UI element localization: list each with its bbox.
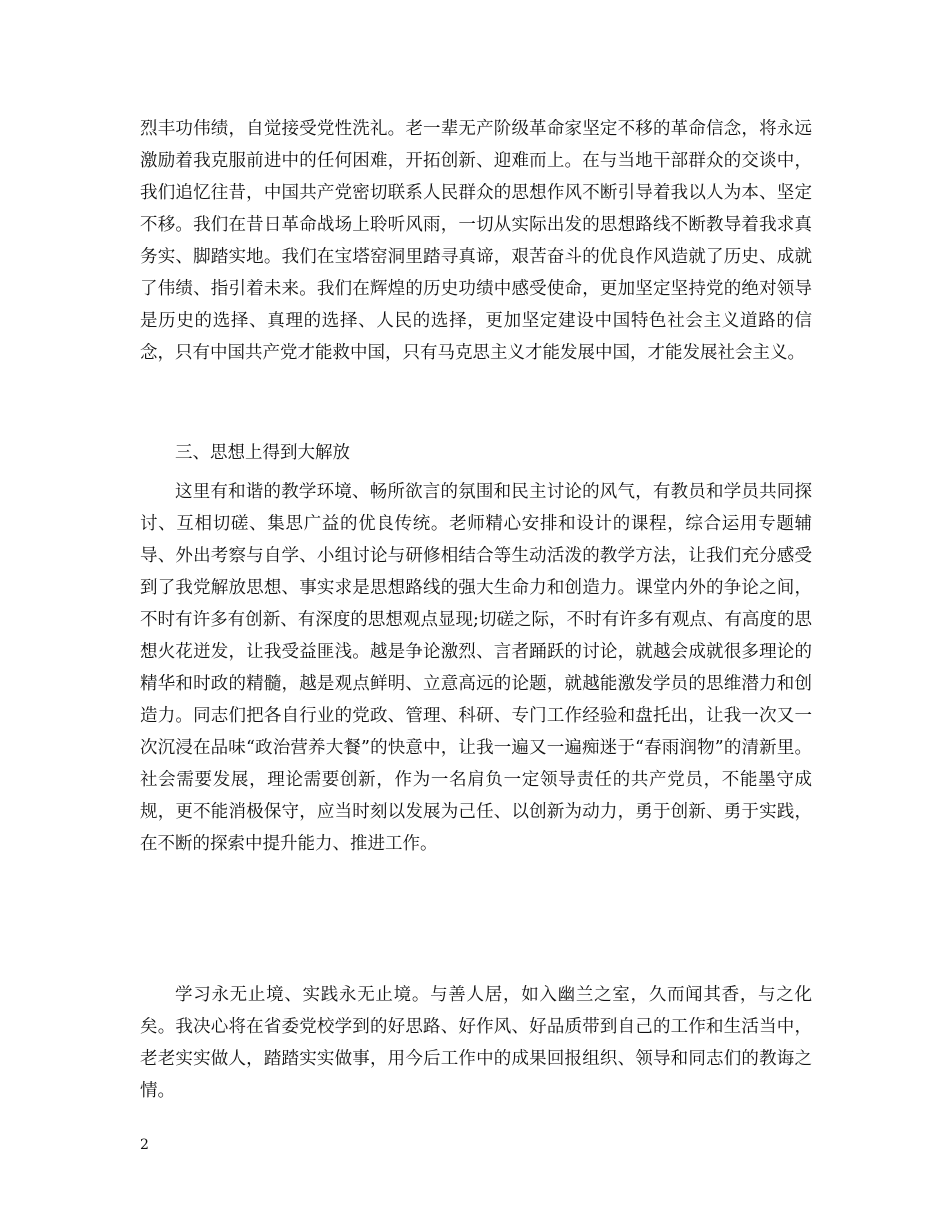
paragraph-section-three: 这里有和谐的教学环境、畅所欲言的氛围和民主讨论的风气，有教员和学员共同探讨、互相切磋、集思广益的优良传统。老师精心安排和设计的课程，综合运用专题辅导、外出考察与自学、小组讨论与研修相结合等生动活泼的教学方法，让我们充分感受到了我党解放思想、事实求是思想路线的强大生命力和创造力。课堂内外的争论之间，不时有许多有创新、有深度的思想观点显现;切磋之际，不时有许多有观点、有高度的思想火花迸发，让我受益匪浅。越是争论激烈、言者踊跃的讨论，就越会成就很多理论的精华和时政的精髓，越是观点鲜明、立意高远的论题，就越能激发学员的思维潜力和创造力。同志们把各自行业的党政、管理、科研、专门工作经验和盘托出，让我一次又一次沉浸在品味“政治营养大餐”的快意中，让我一遍又一遍痴迷于“春雨润物”的清新里。社会需要发展，理论需要创新，作为一名肩负一定领导责任的共产党员，不能墨守成规，更不能消极保守，应当时刻以发展为己任、以创新为动力，勇于创新、勇于实践，在不断的探索中提升能力、推进工作。 bbox=[140, 482, 812, 854]
section-heading-three: 三、思想上得到大解放 bbox=[175, 443, 350, 463]
paragraph-continued: 烈丰功伟绩，自觉接受党性洗礼。老一辈无产阶级革命家坚定不移的革命信念，将永远激励着我克服前进中的任何困难，开拓创新、迎难而上。在与当地干部群众的交谈中，我们追忆往昔，中国共产党密切联系人民群众的思想作风不断引导着我以人为本、坚定不移。我们在昔日革命战场上聆听风雨，一切从实际出发的思想路线不断教导着我求真务实、脚踏实地。我们在宝塔窑洞里踏寻真谛，艰苦奋斗的优良作风造就了历史、成就了伟绩、指引着未来。我们在辉煌的历史功绩中感受使命，更加坚定坚持党的绝对领导是历史的选择、真理的选择、人民的选择，更加坚定建设中国特色社会主义道路的信念，只有中国共产党才能救中国，只有马克思主义才能发展中国，才能发展社会主义。 bbox=[140, 119, 812, 363]
paragraph-closing: 学习永无止境、实践永无止境。与善人居，如入幽兰之室，久而闻其香，与之化矣。我决心将在省委党校学到的好思路、好作风、好品质带到自己的工作和生活当中，老老实实做人，踏踏实实做事，用今后工作中的成果回报组织、领导和同志们的教诲之情。 bbox=[140, 985, 812, 1101]
page-number: 2 bbox=[140, 1137, 149, 1153]
